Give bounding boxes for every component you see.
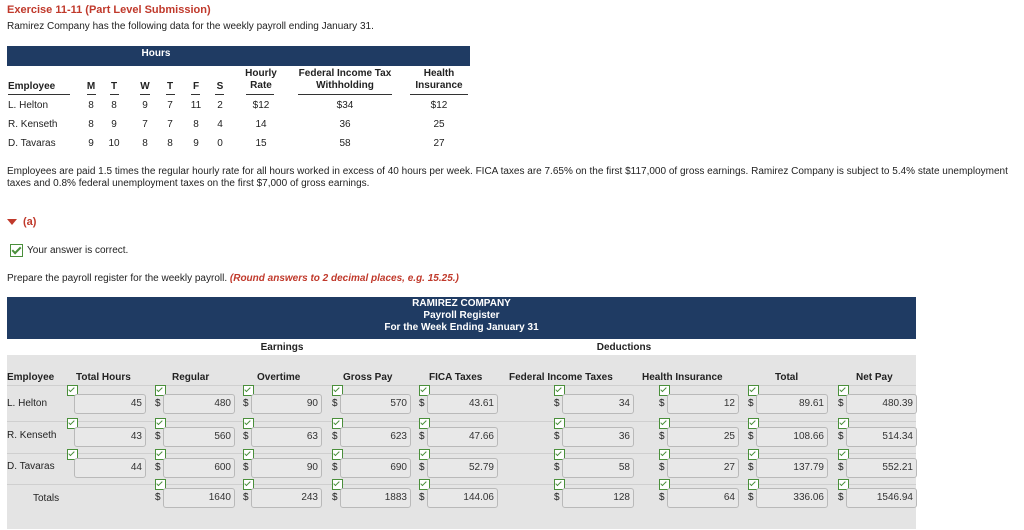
deductions-group-header: Deductions: [596, 342, 652, 353]
currency-symbol: $: [659, 492, 665, 503]
gross-pay-input[interactable]: 570: [340, 394, 411, 414]
currency-symbol: $: [748, 492, 754, 503]
gross-pay-input[interactable]: 1883: [340, 488, 411, 508]
status-text: Your answer is correct.: [27, 245, 129, 256]
reg-col-fit: Federal Income Taxes: [509, 372, 613, 383]
hours-cell: 8: [111, 100, 117, 111]
health-insurance-input[interactable]: 25: [667, 427, 739, 447]
fica-taxes-input[interactable]: 144.06: [427, 488, 498, 508]
col-hourly-rate: Hourly Rate: [245, 68, 277, 91]
currency-symbol: $: [419, 492, 425, 503]
total-deductions-input[interactable]: 137.79: [756, 458, 828, 478]
health-insurance-input[interactable]: 12: [667, 394, 739, 414]
reg-col-total-hours: Total Hours: [76, 372, 131, 383]
health-cell: 27: [433, 138, 445, 149]
col-wed: W: [140, 81, 150, 92]
fica-taxes-input[interactable]: 52.79: [427, 458, 498, 478]
col-fit-withholding: Federal Income Tax Withholding: [298, 68, 392, 91]
currency-symbol: $: [838, 398, 844, 409]
employee-name: L. Helton: [8, 100, 49, 111]
reg-col-fica: FICA Taxes: [429, 372, 483, 383]
instruction-note: (Round answers to 2 decimal places, e.g. 15.25.): [229, 273, 459, 284]
federal-income-taxes-input[interactable]: 128: [562, 488, 634, 508]
total-deductions-input[interactable]: 336.06: [756, 488, 828, 508]
col-health-insurance: Health Insurance: [415, 68, 463, 91]
overtime-input[interactable]: 243: [251, 488, 322, 508]
hours-cell: 9: [142, 100, 148, 111]
currency-symbol: $: [554, 431, 560, 442]
exercise-intro: Ramirez Company has the following data for the weekly payroll ending January 31.: [7, 21, 374, 32]
fit-cell: $34: [336, 100, 354, 111]
currency-symbol: $: [243, 431, 249, 442]
currency-symbol: $: [554, 398, 560, 409]
reg-col-health: Health Insurance: [642, 372, 723, 383]
divider: [7, 421, 916, 422]
currency-symbol: $: [155, 462, 161, 473]
fica-taxes-input[interactable]: 47.66: [427, 427, 498, 447]
currency-symbol: $: [332, 492, 338, 503]
currency-symbol: $: [748, 398, 754, 409]
instruction-text: Prepare the payroll register for the weekly payroll.: [7, 273, 228, 284]
hours-cell: 8: [88, 100, 94, 111]
health-cell: $12: [430, 100, 448, 111]
register-title: Payroll Register: [423, 310, 500, 321]
totals-label: Totals: [33, 493, 60, 504]
currency-symbol: $: [155, 398, 161, 409]
currency-symbol: $: [659, 462, 665, 473]
regular-input[interactable]: 600: [163, 458, 235, 478]
currency-symbol: $: [748, 431, 754, 442]
divider: [7, 484, 916, 485]
currency-symbol: $: [659, 398, 665, 409]
regular-input[interactable]: 480: [163, 394, 235, 414]
earnings-group-header: Earnings: [260, 342, 304, 353]
currency-symbol: $: [419, 462, 425, 473]
federal-income-taxes-input[interactable]: 34: [562, 394, 634, 414]
currency-symbol: $: [243, 492, 249, 503]
divider: [7, 453, 916, 454]
exercise-title: Exercise 11-11 (Part Level Submission): [7, 4, 211, 16]
part-label: (a): [23, 216, 37, 228]
rate-cell: $12: [252, 100, 270, 111]
hours-cell: 11: [190, 100, 202, 111]
currency-symbol: $: [554, 462, 560, 473]
policy-paragraph: Employees are paid 1.5 times the regular hourly rate for all hours worked in excess of 40 hours per week. FICA taxes are 7.65% on the first $117,000 of gross earnings. Ramirez Company is subject to 5.4% state unemployment taxes and 0.8% federal unemployment taxes on the first $7,000 of gross earnings.: [7, 166, 1008, 189]
net-pay-input[interactable]: 1546.94: [846, 488, 917, 508]
currency-symbol: $: [243, 398, 249, 409]
register-company: RAMIREZ COMPANY: [412, 298, 511, 309]
col-thu: T: [166, 81, 174, 92]
reg-col-total: Total: [775, 372, 799, 383]
divider: [7, 385, 916, 386]
total-deductions-input[interactable]: 89.61: [756, 394, 828, 414]
register-employee-name: R. Kenseth: [7, 430, 57, 441]
part-a-toggle[interactable]: [7, 216, 36, 228]
health-cell: 25: [433, 119, 445, 130]
currency-symbol: $: [838, 492, 844, 503]
net-pay-input[interactable]: 480.39: [846, 394, 917, 414]
reg-col-overtime: Overtime: [257, 372, 301, 383]
register-header: [7, 297, 916, 339]
currency-symbol: $: [838, 431, 844, 442]
hours-cell: 9: [193, 138, 199, 149]
col-employee: Employee: [8, 81, 56, 92]
currency-symbol: $: [155, 431, 161, 442]
instruction: [7, 273, 459, 284]
hours-cell: 10: [108, 138, 120, 149]
currency-symbol: $: [332, 462, 338, 473]
col-fri: F: [192, 81, 200, 92]
correct-status: [10, 244, 128, 257]
health-insurance-input[interactable]: 64: [667, 488, 739, 508]
hours-cell: 4: [217, 119, 223, 130]
fit-cell: 58: [339, 138, 351, 149]
hours-cell: 7: [142, 119, 148, 130]
register-period: For the Week Ending January 31: [384, 322, 539, 333]
hours-cell: 8: [167, 138, 173, 149]
currency-symbol: $: [243, 462, 249, 473]
reg-col-gross-pay: Gross Pay: [343, 372, 393, 383]
fit-cell: 36: [339, 119, 351, 130]
hours-cell: 0: [217, 138, 223, 149]
overtime-input[interactable]: 90: [251, 458, 322, 478]
gross-pay-input[interactable]: 623: [340, 427, 411, 447]
register-employee-name: L. Helton: [7, 398, 48, 409]
currency-symbol: $: [155, 492, 161, 503]
col-mon: M: [86, 81, 96, 92]
collapse-triangle-icon: [7, 219, 17, 225]
net-pay-input[interactable]: 552.21: [846, 458, 917, 478]
currency-symbol: $: [332, 431, 338, 442]
currency-symbol: $: [748, 462, 754, 473]
register-employee-name: D. Tavaras: [7, 461, 55, 472]
hours-cell: 9: [111, 119, 117, 130]
reg-col-net-pay: Net Pay: [856, 372, 893, 383]
health-insurance-input[interactable]: 27: [667, 458, 739, 478]
currency-symbol: $: [419, 398, 425, 409]
employee-name: R. Kenseth: [8, 119, 58, 130]
regular-input[interactable]: 1640: [163, 488, 235, 508]
col-tue: T: [110, 81, 118, 92]
overtime-input[interactable]: 63: [251, 427, 322, 447]
currency-symbol: $: [659, 431, 665, 442]
employee-name: D. Tavaras: [8, 138, 56, 149]
total-hours-input[interactable]: 44: [74, 458, 146, 478]
hours-group-header: Hours: [141, 48, 171, 59]
rate-cell: 15: [255, 138, 267, 149]
register-subheader-band: [7, 339, 916, 355]
hours-cell: 8: [88, 119, 94, 130]
reg-col-employee: Employee: [7, 372, 55, 383]
total-hours-input[interactable]: 43: [74, 427, 146, 447]
hours-cell: 7: [167, 119, 173, 130]
fica-taxes-input[interactable]: 43.61: [427, 394, 498, 414]
total-deductions-input[interactable]: 108.66: [756, 427, 828, 447]
hours-cell: 8: [142, 138, 148, 149]
hours-cell: 7: [167, 100, 173, 111]
gross-pay-input[interactable]: 690: [340, 458, 411, 478]
currency-symbol: $: [838, 462, 844, 473]
regular-input[interactable]: 560: [163, 427, 235, 447]
hours-table-header-band: [7, 46, 470, 66]
currency-symbol: $: [332, 398, 338, 409]
hours-cell: 9: [88, 138, 94, 149]
currency-symbol: $: [419, 431, 425, 442]
reg-col-regular: Regular: [172, 372, 210, 383]
overtime-input[interactable]: 90: [251, 394, 322, 414]
rate-cell: 14: [255, 119, 267, 130]
col-sat: S: [216, 81, 224, 92]
federal-income-taxes-input[interactable]: 58: [562, 458, 634, 478]
currency-symbol: $: [554, 492, 560, 503]
hours-cell: 8: [193, 119, 199, 130]
total-hours-input[interactable]: 45: [74, 394, 146, 414]
checkmark-icon: [10, 244, 23, 257]
federal-income-taxes-input[interactable]: 36: [562, 427, 634, 447]
hours-cell: 2: [217, 100, 223, 111]
net-pay-input[interactable]: 514.34: [846, 427, 917, 447]
